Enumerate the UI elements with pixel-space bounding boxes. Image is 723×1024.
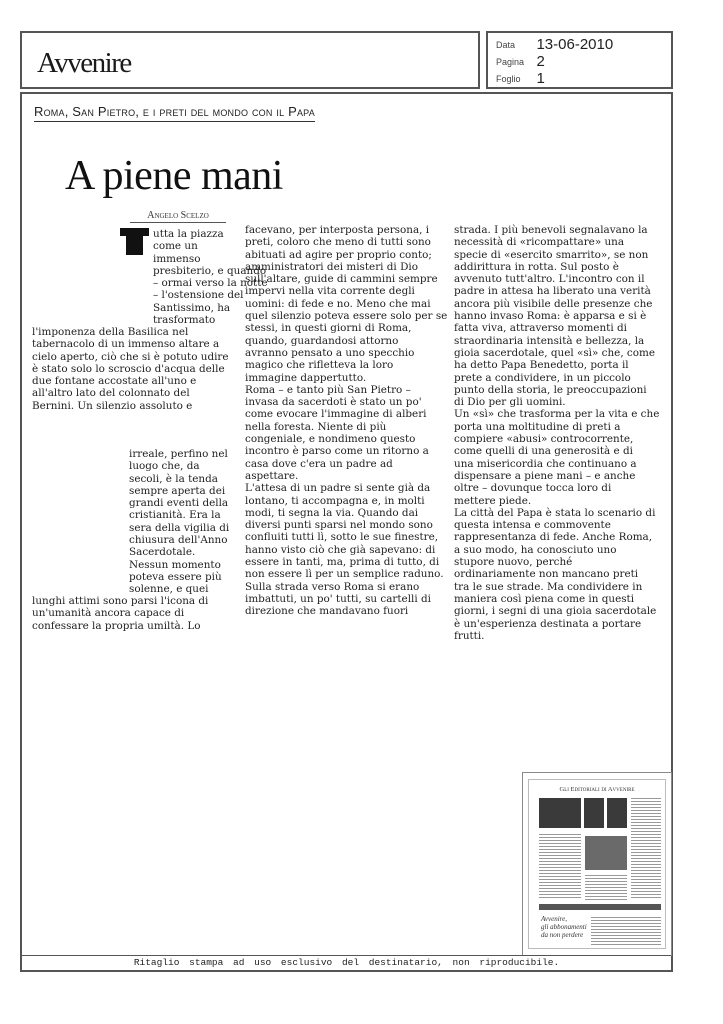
column-1-mid: l'imponenza della Basilica nel tabernacolo di un immenso altare a cielo aperto, ciò che si è potuto udire è stato solo lo scroscio d'acqua delle due fontane accostate all'uno e all'altro lato del colonnato del Bernini. Un silenzio assoluto e [32, 326, 229, 412]
thumbnail-photo [585, 836, 627, 870]
thumbnail-ad-text: Avvenire, gli abbonamenti da non perdere [541, 915, 587, 939]
editorials-thumbnail [522, 772, 672, 956]
thumbnail-banner [539, 904, 661, 910]
meta-value: 13-06-2010 [536, 36, 614, 54]
drop-cap-t-stem [126, 230, 143, 255]
meta-label: Pagina [496, 56, 525, 67]
meta-row-page [496, 53, 545, 71]
thumbnail-title: Gli Editoriali di Avvenire [559, 786, 635, 793]
thumbnail-block [607, 798, 627, 828]
footer-notice: Ritaglio stampa ad uso esclusivo del destinatario, non riproducibile. [22, 955, 671, 970]
column-3: strada. I più benevoli segnalavano la necessità di «ricompattare» una specie di «esercito smarrito», se non addirittura in rotta. Sul posto è avvenuto tutt'altro. L'incontro con il padre in attesa ha liberato una verità ancora più visibile delle presenze che hanno invaso Roma: è apparsa e si è fatta viva, attraverso momenti di straordinaria intensità e bellezza, la gioia sacerdotale, quel «sì» che, come ha detto Papa Benedetto, porta il prete a condividere, in un piccolo punto della storia, le preoccupazioni di Dio per gli uomini. Un «sì» che trasforma per la vita e che porta una moltitudine di preti a compiere «abusi» controcorrente, come quelli di una generosità e di una misericordia che continuano a dispensare a piene mani – e anche oltre – dovunque tocca loro di mettere piede. La città del Papa è stata lo scenario di questa intensa e commovente rappresentanza di fede. Anche Roma, a suo modo, ha conosciuto uno stupore nuovo, perché ordinariamente non mancano preti tra le sue strade. Ma condividere in maniera così piena come in questi giorni, i segni di una gioia sacerdotale è un'esperienza destinata a portare frutti. [454, 224, 660, 642]
column-1-top: utta la piazza come un immenso presbiterio, e quando – ormai verso la notte – l'ostensione del Santissimo, ha trasformato [153, 228, 268, 327]
clipping-meta-box [486, 31, 673, 89]
thumbnail-block [584, 798, 604, 828]
thumbnail-page [528, 779, 666, 949]
thumbnail-text-block [539, 834, 581, 898]
newspaper-logo: Avvenire [37, 47, 131, 79]
thumbnail-text-block [585, 874, 627, 900]
meta-row-date [496, 36, 613, 54]
thumbnail-text-block [631, 798, 661, 898]
article-box [20, 92, 673, 972]
column-1-indent: irreale, perfino nel luogo che, da secoli, è la tenda sempre aperta dei grandi eventi della cristianità. Era la sera della vigilia di chiusura dell'Anno Sacerdotale. Nessun momento poteva essere più solenne, e quei [129, 448, 230, 596]
meta-label: Data [496, 39, 516, 50]
thumbnail-ad-block [591, 915, 661, 945]
meta-label: Foglio [496, 73, 521, 84]
masthead-box [20, 31, 480, 89]
meta-value: 2 [536, 53, 545, 71]
article-byline: Angelo Scelzo [130, 210, 226, 223]
meta-value: 1 [536, 70, 545, 88]
column-1-end: lunghi attimi sono parsi l'icona di un'umanità ancora capace di confessare la propria umiltà. Lo [32, 595, 209, 632]
meta-row-sheet [496, 70, 545, 88]
article-headline: A piene mani [65, 153, 283, 199]
thumbnail-block [539, 798, 581, 828]
article-kicker: Roma, San Pietro, e i preti del mondo con il Papa [34, 104, 315, 122]
column-2: facevano, per interposta persona, i preti, coloro che meno di tutti sono abituati ad agire per proprio conto; amministratori dei misteri di Dio sull'altare, guide di cammini sempre impervi nella vita corrente degli uomini: di fede e no. Meno che mai quel silenzio poteva essere solo per se stessi, in questi giorni di Roma, quando, guardandosi attorno avranno pensato a uno specchio magico che rifletteva la loro immagine dappertutto. Roma – e tanto più San Pietro – invasa da sacerdoti è stato un po' come evocare l'immagine di alberi nella foresta. Niente di più congeniale, e nondimeno questo incontro è parso come un ritorno a casa dove c'era un padre ad aspettare. L'attesa di un padre si sente già da lontano, ti accompagna e, in molti modi, ti segna la via. Quando dai diversi punti sparsi nel mondo sono confluiti tutti lì, sotto le sue finestre, hanno visto ciò che già sapevano: di essere in tanti, ma, prima di tutto, di non essere lì per un semplice raduno. Sulla strada verso Roma si erano imbattuti, un po' tutti, su cartelli di direzione che mandavano fuori [245, 224, 448, 618]
